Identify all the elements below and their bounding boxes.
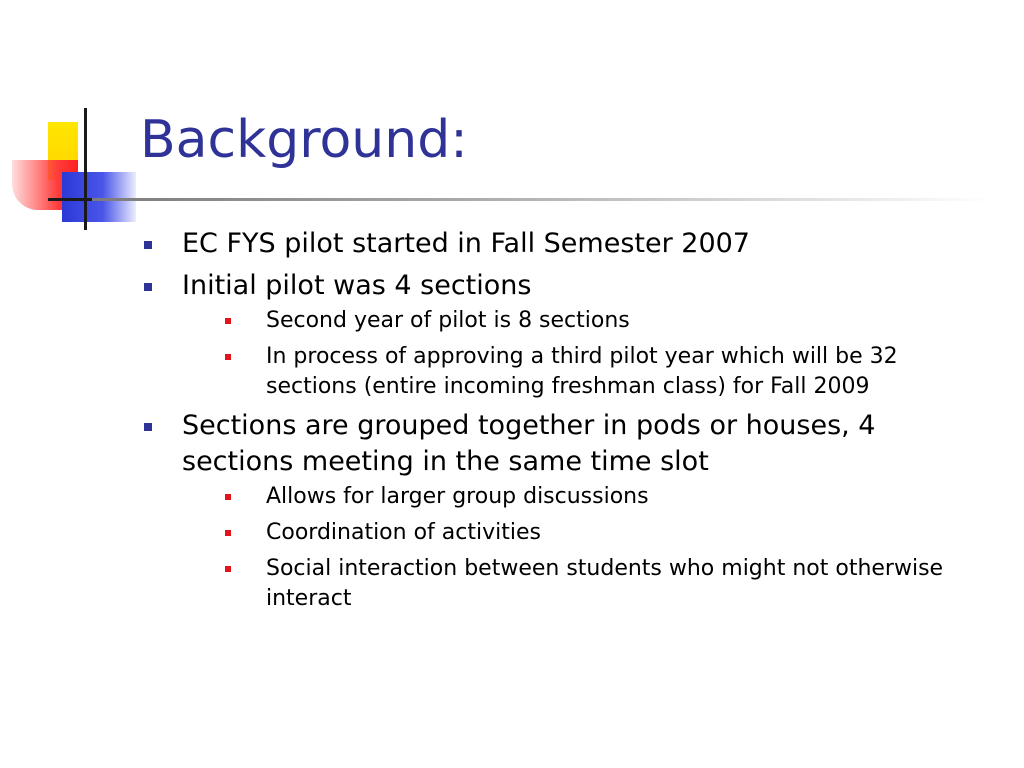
sub-bullet-item: [222, 482, 972, 512]
bullet-item: [142, 226, 972, 262]
bullet-text: EC FYS pilot started in Fall Semester 2007: [182, 228, 750, 259]
sub-bullet-text: In process of approving a third pilot year which will be 32 sections (entire incoming freshman class) for Fall 2009: [266, 344, 898, 399]
square-bullet-icon: [225, 354, 231, 360]
sub-bullet-item: [222, 342, 972, 402]
square-bullet-icon: [225, 530, 231, 536]
square-bullet-icon: [225, 494, 231, 500]
sub-bullet-item: [222, 554, 972, 614]
sub-bullet-list: [182, 306, 972, 402]
sub-bullet-text: Coordination of activities: [266, 520, 541, 545]
decorative-logo: [0, 100, 160, 240]
bullet-list: [142, 226, 972, 614]
bullet-text: Initial pilot was 4 sections: [182, 270, 532, 301]
slide-title: Background:: [140, 110, 468, 170]
slide-content: [142, 226, 972, 620]
bullet-text: Sections are grouped together in pods or houses, 4 sections meeting in the same time slot: [182, 410, 876, 477]
square-bullet-icon: [144, 423, 152, 431]
square-bullet-icon: [225, 318, 231, 324]
deco-vertical-line: [84, 108, 87, 230]
square-bullet-icon: [225, 566, 231, 572]
sub-bullet-text: Allows for larger group discussions: [266, 484, 649, 509]
title-underline: [92, 198, 992, 201]
square-bullet-icon: [144, 283, 152, 291]
deco-blue-block: [62, 172, 136, 222]
square-bullet-icon: [144, 241, 152, 249]
sub-bullet-text: Second year of pilot is 8 sections: [266, 308, 630, 333]
bullet-item: [142, 408, 972, 614]
sub-bullet-item: [222, 306, 972, 336]
sub-bullet-item: [222, 518, 972, 548]
bullet-item: [142, 268, 972, 402]
sub-bullet-list: [182, 482, 972, 614]
sub-bullet-text: Social interaction between students who might not otherwise interact: [266, 556, 944, 611]
